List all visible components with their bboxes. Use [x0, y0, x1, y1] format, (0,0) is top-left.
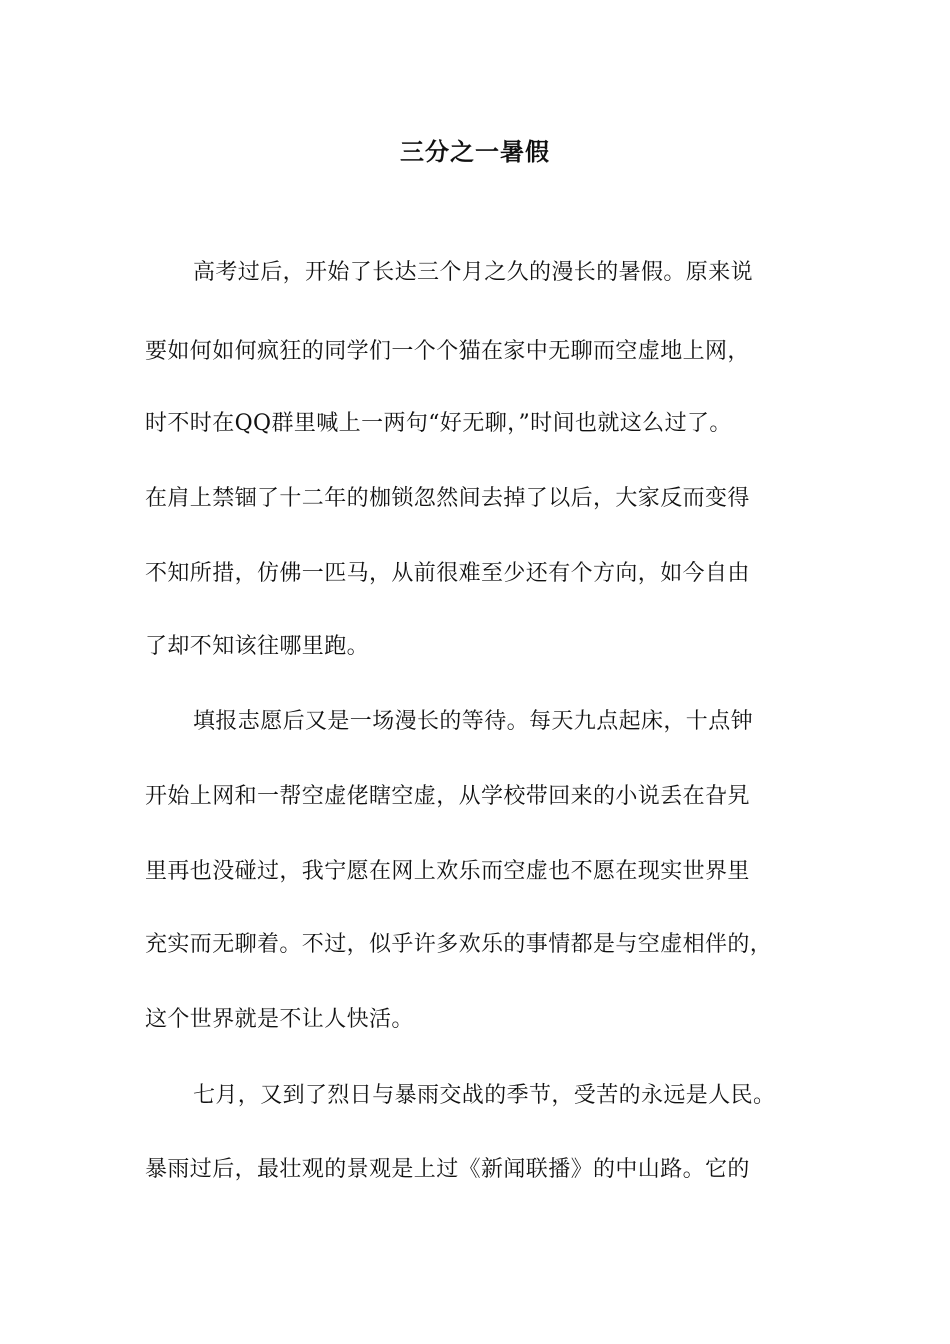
- paragraph-3-line-2: 暴雨过后，最壮观的景观是上过《新闻联播》的中山路。它的: [145, 1157, 750, 1182]
- document-title: 三分之一暑假: [400, 137, 550, 166]
- paragraph-1-line-1: 高考过后，开始了长达三个月之久的漫长的暑假。原来说: [193, 260, 754, 285]
- paragraph-1-line-5: 不知所措，仿佛一匹马，从前很难至少还有个方向，如今自由: [145, 561, 750, 586]
- paragraph-2-line-1: 填报志愿后又是一场漫长的等待。每天九点起床，十点钟: [193, 709, 754, 734]
- paragraph-2-line-2: 开始上网和一帮空虚佬瞎空虚，从学校带回来的小说丢在旮旯: [145, 784, 750, 809]
- paragraph-3-line-1: 七月，又到了烈日与暴雨交战的季节，受苦的永远是人民。: [193, 1083, 776, 1108]
- paragraph-1-line-6: 了却不知该往哪里跑。: [145, 634, 370, 659]
- paragraph-2-line-4: 充实而无聊着。不过，似乎许多欢乐的事情都是与空虚相伴的，: [145, 932, 773, 957]
- paragraph-2-line-5: 这个世界就是不让人快活。: [145, 1007, 414, 1032]
- paragraph-1-line-2: 要如何如何疯狂的同学们一个个猫在家中无聊而空虚地上网，: [145, 339, 750, 364]
- paragraph-1-line-3: 时不时在QQ群里喊上一两句“好无聊，”时间也就这么过了。: [145, 411, 732, 436]
- paragraph-2-line-3: 里再也没碰过，我宁愿在网上欢乐而空虚也不愿在现实世界里: [145, 859, 750, 884]
- paragraph-1-line-4: 在肩上禁锢了十二年的枷锁忽然间去掉了以后，大家反而变得: [145, 486, 750, 511]
